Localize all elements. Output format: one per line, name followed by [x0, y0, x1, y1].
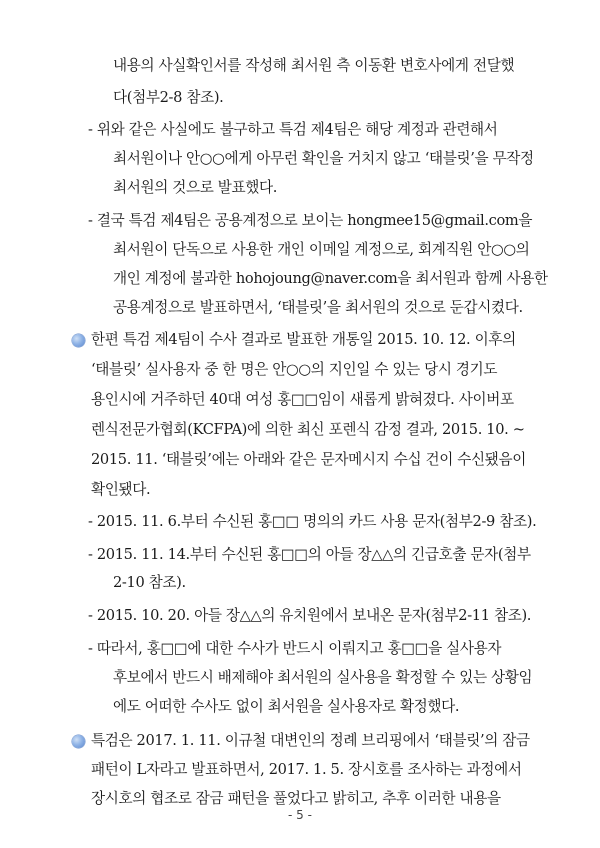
bullet-paragraph-line: 2015. 11. ‘태블릿’에는 아래와 같은 문자메시지 수십 건이 수신됐음이: [91, 451, 527, 468]
dash-item-line: 공용계정으로 발표하면서, ‘태블릿’을 최서원의 것으로 둔갑시켰다.: [113, 299, 523, 316]
dash-item-line: 최서원이 단독으로 사용한 개인 이메일 계정으로, 회계직원 안○○의: [113, 241, 530, 258]
dash-item-line: 후보에서 반드시 배제해야 최서원의 실사용을 확정할 수 있는 상황임: [113, 669, 533, 686]
dash-item-line: - 2015. 10. 20. 아들 장△△의 유치원에서 보내온 문자(첨부2-11 참조).: [88, 607, 532, 624]
blue-sphere-bullet-icon: [72, 735, 85, 748]
dash-item-line: - 따라서, 홍□□에 대한 수사가 반드시 이뤄지고 홍□□을 실사용자: [88, 640, 502, 657]
page-number: - 5 -: [288, 808, 312, 822]
bullet-paragraph-line: 확인됐다.: [91, 481, 151, 498]
dash-item-line: 2-10 참조).: [113, 574, 186, 591]
blue-sphere-bullet-icon: [72, 334, 85, 347]
bullet-paragraph-line: 한편 특검 제4팀이 수사 결과로 발표한 개통일 2015. 10. 12. 이후의: [91, 331, 516, 348]
bullet-paragraph-line: 렌식전문가협회(KCFPA)에 의한 최신 포렌식 감정 결과, 2015. 10. ~: [91, 421, 525, 438]
dash-item-line: 최서원이나 안○○에게 아무런 확인을 거치지 않고 ‘태블릿’을 무작정: [113, 150, 534, 167]
dash-item-line: - 결국 특검 제4팀은 공용계정으로 보이는 hongmee15@gmail.com을: [88, 212, 533, 229]
bullet-paragraph-line: 특검은 2017. 1. 11. 이규철 대변인의 정례 브리핑에서 ‘태블릿’의 잠금: [91, 732, 530, 749]
dash-item-line: - 2015. 11. 6.부터 수신된 홍□□ 명의의 카드 사용 문자(첨부2-9 참조).: [88, 513, 537, 530]
bullet-paragraph-line: 패턴이 L자라고 발표하면서, 2017. 1. 5. 장시호를 조사하는 과정에서: [91, 761, 522, 778]
dash-item-line: - 위와 같은 사실에도 불구하고 특검 제4팀은 해당 계정과 관련해서: [88, 121, 498, 138]
dash-item-line: 최서원의 것으로 발표했다.: [113, 179, 278, 196]
bullet-paragraph-line: 장시호의 협조로 잠금 패턴을 풀었다고 밝히고, 추후 이러한 내용을: [91, 790, 501, 807]
bullet-paragraph-line: ‘태블릿’ 실사용자 중 한 명은 안○○의 지인일 수 있는 당시 경기도: [91, 361, 498, 378]
dash-item-line: 개인 계정에 불과한 hohojoung@naver.com을 최서원과 함께 사용한: [113, 270, 548, 287]
bullet-paragraph-line: 용인시에 거주하던 40대 여성 홍□□임이 새롭게 밝혀졌다. 사이버포: [91, 391, 514, 408]
dash-item-line: 에도 어떠한 수사도 없이 최서원을 실사용자로 확정했다.: [113, 698, 460, 715]
dash-item-line: - 2015. 11. 14.부터 수신된 홍□□의 아들 장△△의 긴급호출 문자(첨부: [88, 546, 531, 563]
paragraph-line: 다(첨부2-8 참조).: [113, 89, 224, 106]
paragraph-line: 내용의 사실확인서를 작성해 최서원 측 이동환 변호사에게 전달했: [113, 57, 515, 74]
